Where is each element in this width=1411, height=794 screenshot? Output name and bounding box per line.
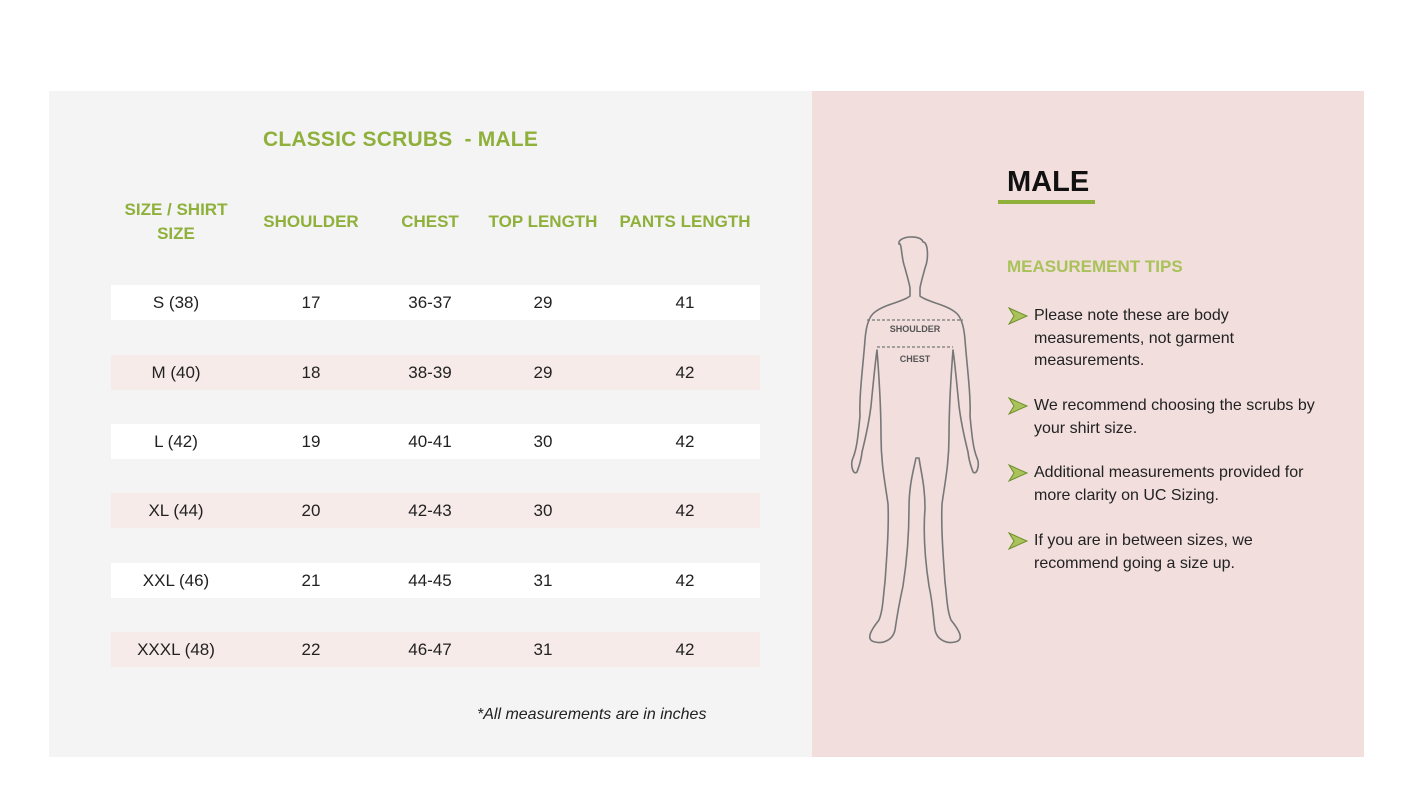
cell-chest: 36-37 xyxy=(408,293,452,312)
tip-text: We recommend choosing the scrubs by your shirt size. xyxy=(1034,397,1315,437)
cell-top-length: 30 xyxy=(533,501,553,520)
header-pants-length: PANTS LENGTH xyxy=(619,212,751,231)
cell-pants-length: 42 xyxy=(675,432,695,451)
cell-top-length: 31 xyxy=(533,640,553,659)
cell-pants-length: 41 xyxy=(675,293,695,312)
header-shoulder: SHOULDER xyxy=(263,212,359,231)
measurement-tips-panel xyxy=(812,91,1364,757)
cell-top-length: 29 xyxy=(533,293,553,312)
table-row xyxy=(111,493,760,528)
cell-top-length: 31 xyxy=(533,571,553,590)
cell-top-length: 29 xyxy=(533,363,553,382)
cell-size: L (42) xyxy=(154,432,198,451)
tip-text: If you are in between sizes, we recommend going a size up. xyxy=(1034,532,1253,572)
cell-size: M (40) xyxy=(151,363,201,382)
section-heading: MALE xyxy=(1007,166,1090,198)
header-chest: CHEST xyxy=(401,212,459,231)
cell-shoulder: 18 xyxy=(301,363,321,382)
header-size: SIZE / SHIRT SIZE xyxy=(124,200,228,243)
cell-pants-length: 42 xyxy=(675,501,695,520)
cell-shoulder: 21 xyxy=(301,571,321,590)
cell-shoulder: 19 xyxy=(301,432,321,451)
table-row xyxy=(111,563,760,598)
cell-chest: 40-41 xyxy=(408,432,452,451)
cell-shoulder: 17 xyxy=(301,293,321,312)
male-body-outline xyxy=(837,236,987,656)
tips-heading: MEASUREMENT TIPS xyxy=(1007,257,1183,276)
arrow-bullet-icon xyxy=(1007,306,1029,326)
cell-size: XXXL (48) xyxy=(137,640,215,659)
tip-text: Please note these are body measurements, not garment measurements. xyxy=(1034,307,1235,369)
arrow-bullet-icon xyxy=(1007,463,1029,483)
cell-pants-length: 42 xyxy=(675,571,695,590)
cell-pants-length: 42 xyxy=(675,640,695,659)
cell-shoulder: 20 xyxy=(301,501,321,520)
heading-underline xyxy=(998,200,1095,204)
tip-text: Additional measurements provided for more clarity on UC Sizing. xyxy=(1034,464,1304,504)
cell-chest: 46-47 xyxy=(408,640,452,659)
cell-chest: 42-43 xyxy=(408,501,452,520)
cell-size: XL (44) xyxy=(148,501,204,520)
table-row xyxy=(111,424,760,459)
table-row xyxy=(111,632,760,667)
header-top-length: TOP LENGTH xyxy=(488,212,598,231)
shoulder-label: SHOULDER xyxy=(889,324,941,334)
measurement-footnote: *All measurements are in inches xyxy=(477,706,707,723)
arrow-bullet-icon xyxy=(1007,531,1029,551)
table-row xyxy=(111,355,760,390)
cell-size: XXL (46) xyxy=(142,571,210,590)
cell-pants-length: 42 xyxy=(675,363,695,382)
cell-chest: 44-45 xyxy=(408,571,452,590)
cell-size: S (38) xyxy=(152,293,200,312)
chest-label: CHEST xyxy=(899,354,931,364)
cell-shoulder: 22 xyxy=(301,640,321,659)
cell-chest: 38-39 xyxy=(408,363,452,382)
table-row xyxy=(111,285,760,320)
cell-top-length: 30 xyxy=(533,432,553,451)
chart-title xyxy=(49,128,812,152)
size-table-panel xyxy=(49,91,812,757)
chart-title-text: CLASSIC SCRUBS - MALE xyxy=(262,128,539,151)
arrow-bullet-icon xyxy=(1007,396,1029,416)
